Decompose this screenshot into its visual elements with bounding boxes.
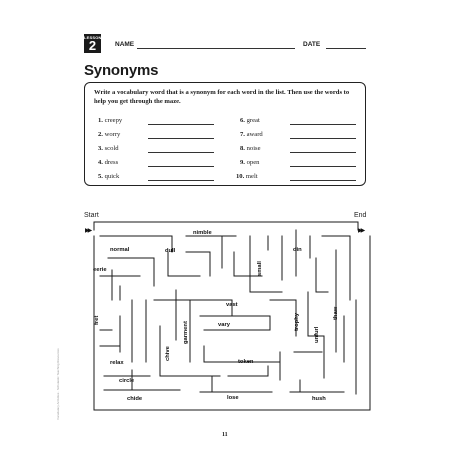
item-word: dress (104, 159, 119, 166)
maze-word-trophy: trophy (294, 312, 300, 331)
item-word: quick (104, 173, 120, 180)
maze-word-din: din (293, 247, 302, 253)
maze-word-dull: dull (165, 248, 176, 254)
item-number: 5. (98, 173, 103, 180)
maze-word-eerie: eerie (93, 267, 107, 273)
maze-word-fret: fret (94, 315, 100, 325)
maze-end-label: End (354, 212, 367, 219)
maze-word-token: token (238, 359, 254, 365)
maze-word-unfurl: unfurl (314, 326, 320, 343)
page-title: Synonyms (84, 62, 159, 79)
item-number: 2. (98, 131, 103, 138)
item-word: melt (245, 173, 258, 180)
item-number: 9. (240, 159, 245, 166)
maze-word-chive: chive (165, 346, 171, 361)
item-number: 7. (240, 131, 245, 138)
page-number: 11 (222, 432, 228, 438)
maze-word-normal: normal (110, 247, 130, 253)
maze-word-lose: lose (227, 395, 239, 401)
maze-word-thaw: thaw (333, 306, 339, 320)
item-number: 1. (98, 117, 103, 124)
item-word: creepy (104, 117, 123, 124)
maze-start-label: Start (84, 212, 99, 219)
date-label: DATE (303, 41, 321, 48)
item-word: great (246, 117, 260, 124)
item-word: award (246, 131, 263, 138)
item-word: noise (246, 145, 261, 152)
lesson-number: 2 (88, 38, 97, 53)
maze-word-vary: vary (218, 322, 230, 328)
item-number: 3. (98, 145, 103, 152)
maze-word-small: small (257, 261, 263, 276)
instructions-text: Write a vocabulary word that is a synonym for each word in the list. Then use the words to help you get through the maze. (94, 89, 350, 105)
start-arrow-icon: ▶▶ (85, 227, 91, 234)
item-number: 4. (98, 159, 103, 166)
item-number: 6. (240, 117, 245, 124)
maze-word-nimble: nimble (193, 230, 212, 236)
lesson-label: LESSON (84, 35, 102, 40)
side-credit: Vocabulary Activities · Scholastic Teaching Resources (56, 348, 60, 420)
item-word: open (246, 159, 260, 166)
item-word: worry (104, 131, 121, 138)
end-arrow-icon: ▶▶ (358, 227, 364, 234)
maze-word-garment: garment (183, 321, 189, 344)
maze-word-vast: vast (226, 302, 238, 308)
maze-word-hush: hush (312, 396, 326, 402)
maze-word-circle: circle (119, 378, 135, 384)
item-number: 8. (240, 145, 245, 152)
maze-word-relax: relax (110, 360, 124, 366)
name-label: NAME (115, 41, 135, 48)
item-word: scold (104, 145, 119, 152)
maze-word-chide: chide (127, 396, 143, 402)
item-number: 10. (236, 173, 245, 180)
